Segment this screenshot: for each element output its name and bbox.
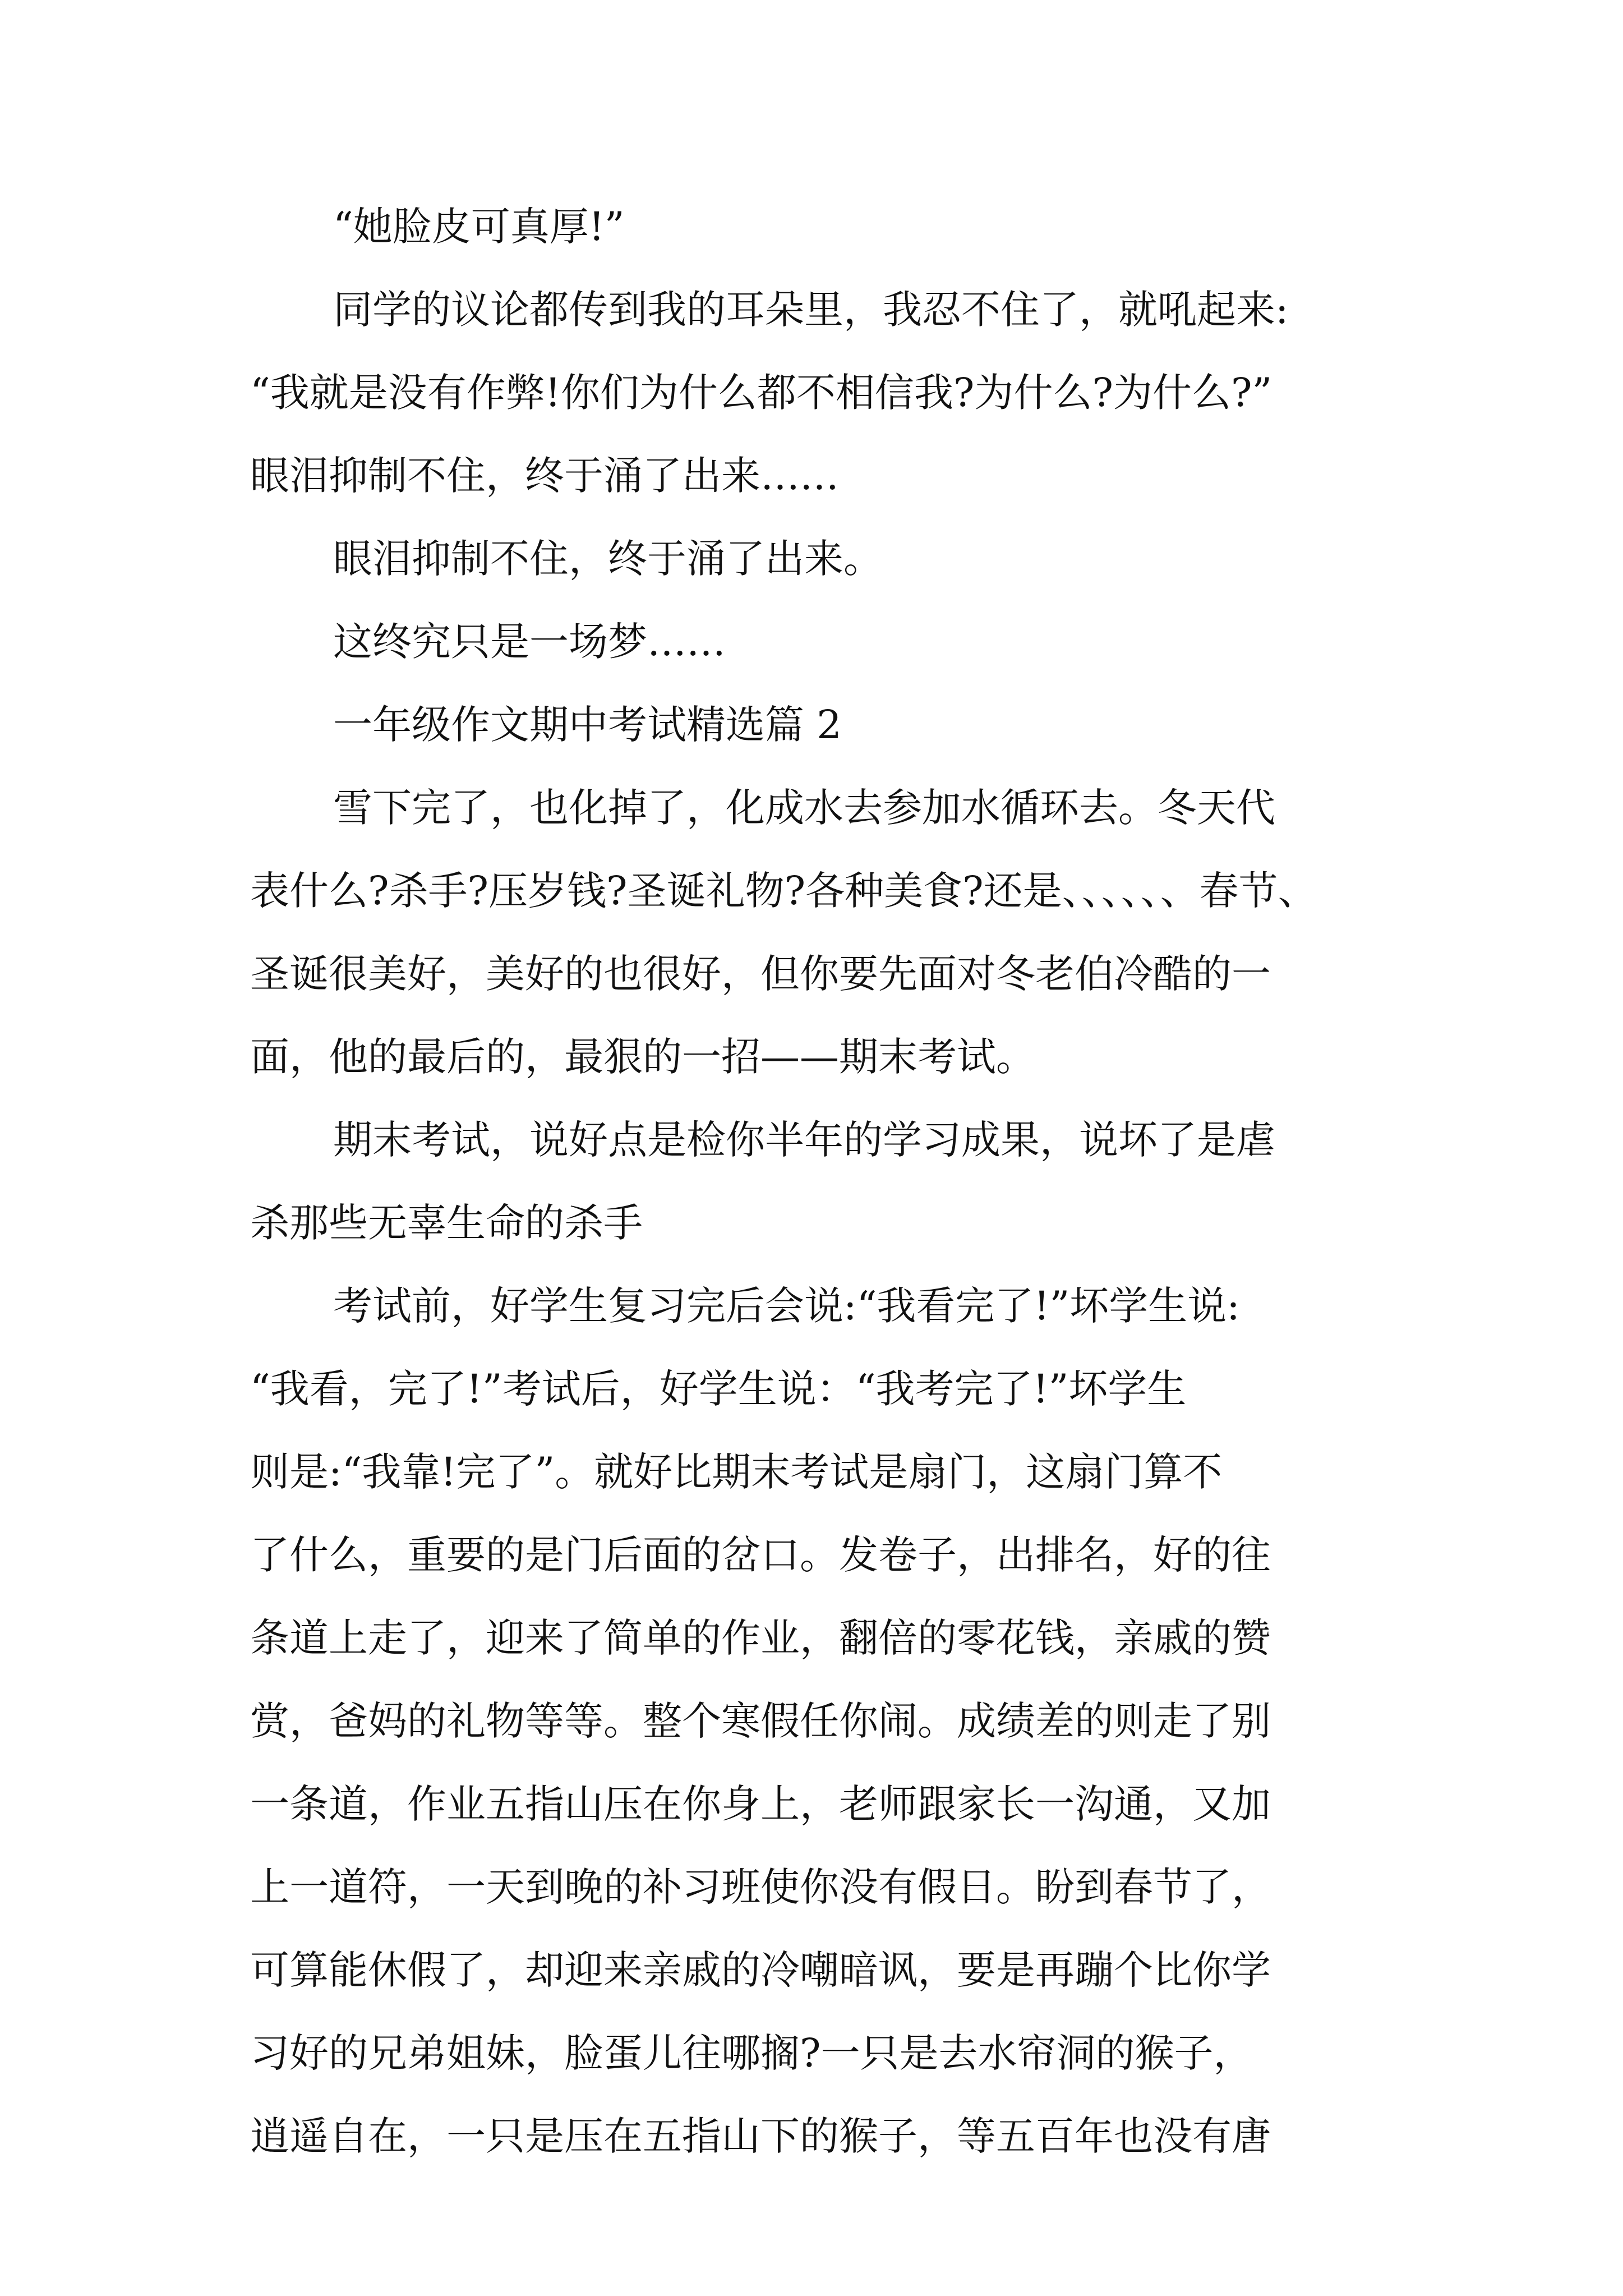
- text-line: 表什么?杀手?压岁钱?圣诞礼物?各种美食?还是、、、、、、春节、: [250, 868, 1317, 914]
- text-line: 上一道符，一天到晚的补习班使你没有假日。盼到春节了，: [250, 1864, 1271, 1910]
- text-line: 一年级作文期中考试精选篇 2: [333, 702, 842, 748]
- text-line: “她脸皮可真厚!”: [333, 204, 625, 250]
- text-line: “我看，完了!”考试后，好学生说：“我考完了!”坏学生: [250, 1366, 1187, 1412]
- text-line: 一条道，作业五指山压在你身上，老师跟家长一沟通，又加: [250, 1781, 1271, 1827]
- text-line: 面，他的最后的，最狠的一招——期末考试。: [250, 1034, 1035, 1080]
- text-line: 考试前，好学生复习完后会说:“我看完了!”坏学生说:: [333, 1283, 1240, 1329]
- text-line: 期末考试，说好点是检你半年的学习成果，说坏了是虐: [333, 1117, 1275, 1163]
- text-line: 逍遥自在，一只是压在五指山下的猴子，等五百年也没有唐: [250, 2113, 1271, 2159]
- text-line: 同学的议论都传到我的耳朵里，我忍不住了，就吼起来:: [333, 287, 1289, 333]
- text-line: 眼泪抑制不住，终于涌了出来。: [333, 536, 883, 582]
- text-line: 可算能休假了，却迎来亲戚的冷嘲暗讽，要是再蹦个比你学: [250, 1947, 1271, 1993]
- text-line: 圣诞很美好，美好的也很好，但你要先面对冬老伯冷酷的一: [250, 951, 1271, 997]
- text-line: 了什么，重要的是门后面的岔口。发卷子，出排名，好的往: [250, 1532, 1271, 1578]
- text-line: 习好的兄弟姐妹，脸蛋儿往哪搁?一只是去水帘洞的猴子，: [250, 2030, 1253, 2076]
- text-line: 这终究只是一场梦……: [333, 619, 726, 665]
- text-line: 眼泪抑制不住，终于涌了出来……: [250, 453, 839, 499]
- text-line: 条道上走了，迎来了简单的作业，翻倍的零花钱，亲戚的赞: [250, 1615, 1271, 1661]
- document-body: [250, 185, 1394, 2178]
- text-line: 杀那些无辜生命的杀手: [250, 1200, 643, 1246]
- text-line: 雪下完了，也化掉了，化成水去参加水循环去。冬天代: [333, 785, 1275, 831]
- text-line: 则是:“我靠!完了”。就好比期末考试是扇门，这扇门算不: [250, 1449, 1223, 1495]
- text-line: 赏，爸妈的礼物等等。整个寒假任你闹。成绩差的则走了别: [250, 1698, 1271, 1744]
- text-line: “我就是没有作弊!你们为什么都不相信我?为什么?为什么?”: [250, 370, 1272, 416]
